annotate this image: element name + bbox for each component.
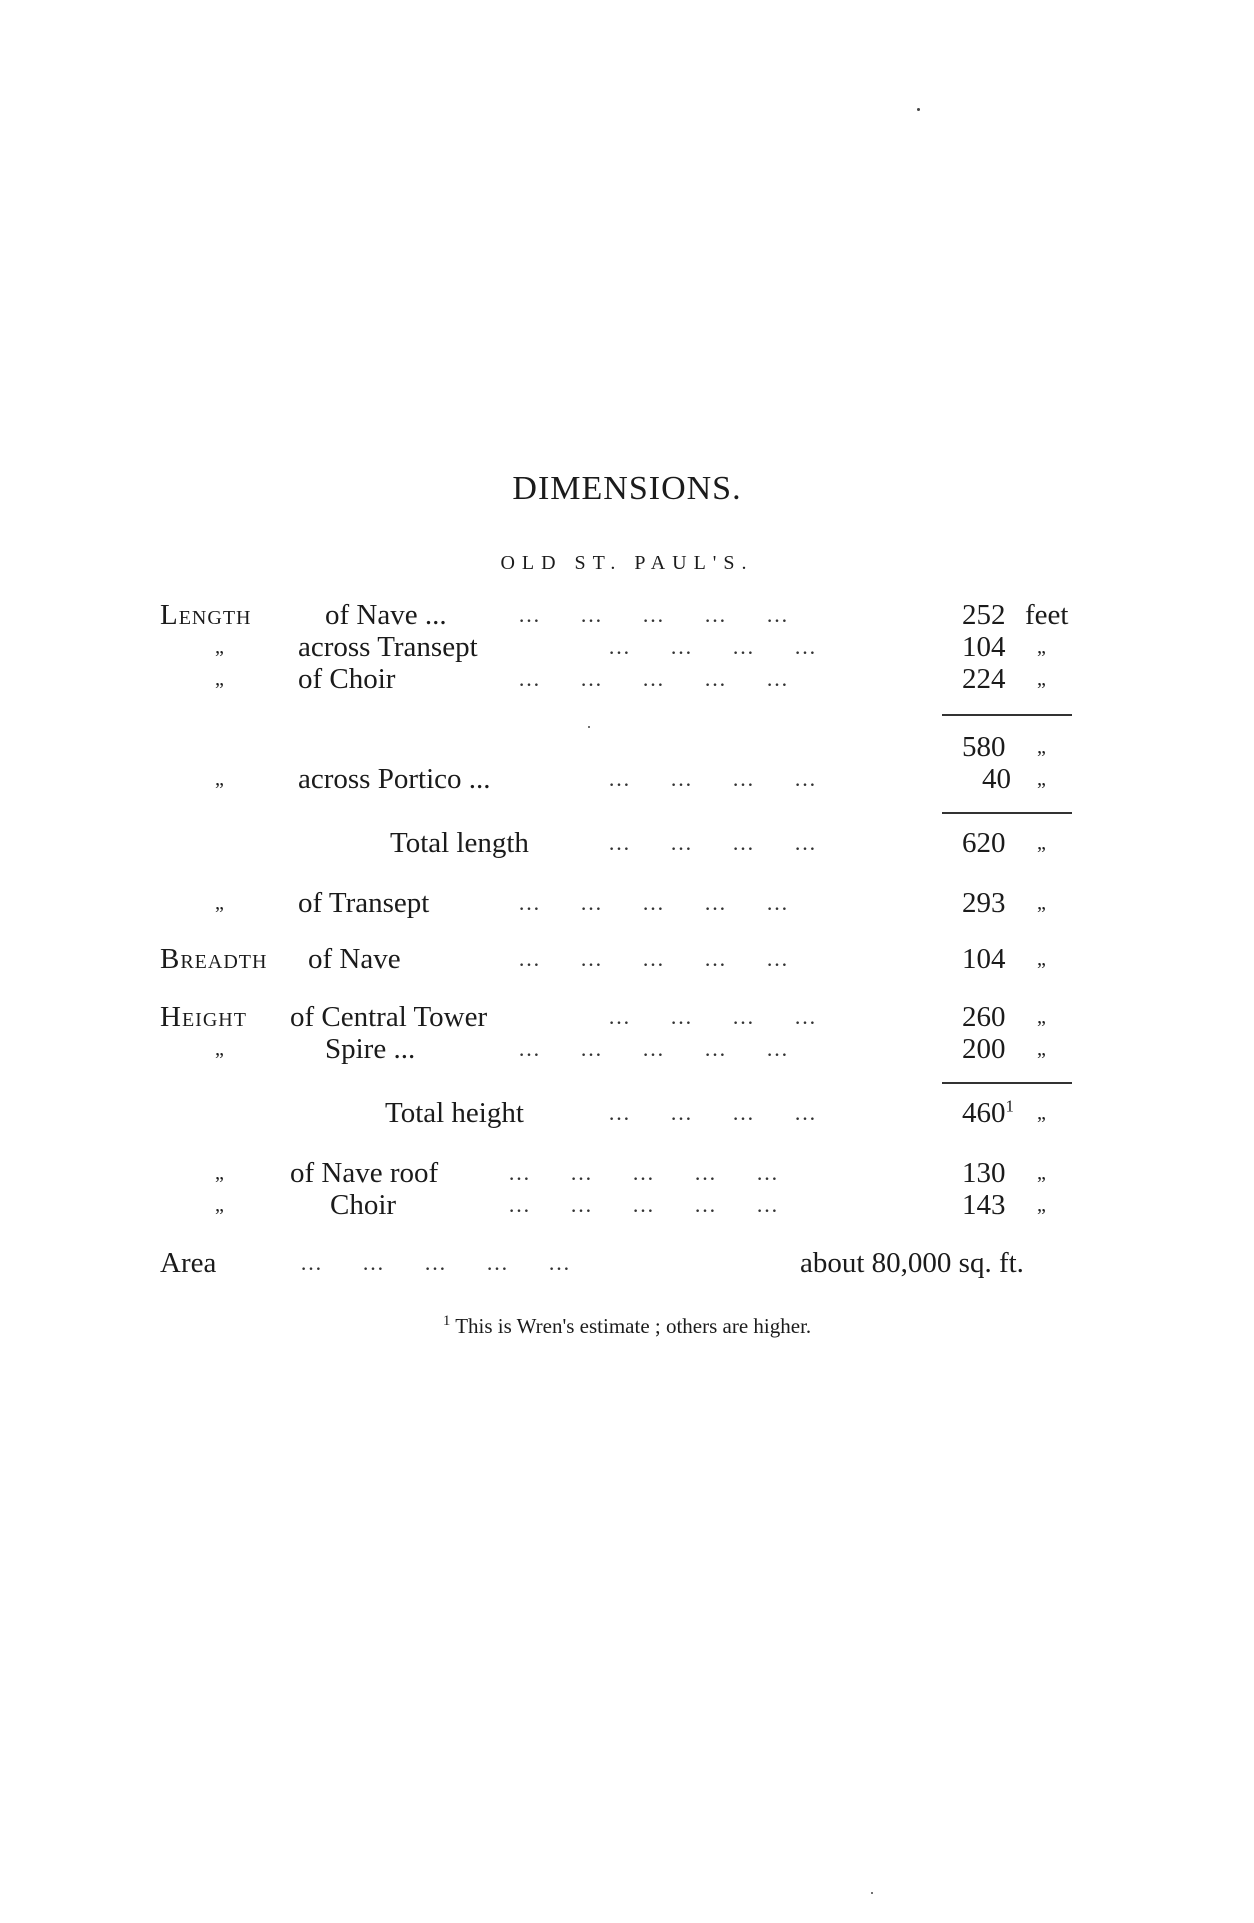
row-value: 104: [962, 943, 1006, 975]
leader-dots: … … … … …: [508, 1160, 779, 1185]
print-speck: [871, 1892, 873, 1894]
sum-rule: [942, 1082, 1072, 1084]
row-value: [962, 1096, 1014, 1130]
row-value: 252: [962, 599, 1006, 631]
dimension-row-spire: [0, 1032, 1254, 1066]
row-description: of Nave ...: [325, 599, 447, 631]
row-unit: „: [1037, 736, 1046, 758]
page-subtitle: OLD ST. PAUL'S.: [500, 552, 754, 574]
row-description: Total height: [385, 1097, 524, 1129]
row-unit: „: [1037, 892, 1046, 914]
dimension-row-breadth-nave: [0, 942, 1254, 976]
row-heading: Length: [160, 599, 252, 631]
row-description: Total length: [390, 827, 529, 859]
footnote-mark: 1: [442, 1313, 451, 1329]
row-heading: Area: [160, 1247, 217, 1279]
leader-dots: … … … … …: [518, 946, 789, 971]
dimension-row-choir-roof: [0, 1188, 1254, 1222]
row-unit: „: [1037, 1162, 1046, 1184]
row-unit: „: [1037, 1194, 1046, 1216]
dimension-row-of-choir: [0, 662, 1254, 696]
page-title: DIMENSIONS.: [512, 470, 742, 507]
row-value: about 80,000 sq. ft.: [800, 1247, 1024, 1279]
dimension-row-across-transept: [0, 630, 1254, 664]
ditto-mark: „: [215, 1162, 224, 1184]
row-unit: „: [1037, 948, 1046, 970]
dimension-row-across-portico: [0, 762, 1254, 796]
value-number: 460: [962, 1097, 1006, 1129]
row-value: 293: [962, 887, 1006, 919]
row-description: Choir: [330, 1189, 397, 1221]
row-value: 130: [962, 1157, 1006, 1189]
leader-dots: … … … …: [608, 634, 817, 659]
leader-dots: … … … …: [608, 766, 817, 791]
row-value: 200: [962, 1033, 1006, 1065]
leader-dots: … … … … …: [300, 1250, 571, 1275]
row-heading: Height: [160, 1001, 247, 1033]
leader-dots: … … … … …: [518, 602, 789, 627]
dimension-row-height-tower: [0, 1000, 1254, 1034]
ditto-mark: „: [215, 1194, 224, 1216]
dimension-row-length-nave: [0, 598, 1254, 632]
dimension-row-total-height: [0, 1096, 1254, 1130]
row-unit: „: [1037, 1038, 1046, 1060]
dimension-row-subtotal: [0, 730, 1254, 764]
ditto-mark: „: [215, 768, 224, 790]
footnote: [0, 1314, 1254, 1339]
row-heading: Breadth: [160, 943, 268, 975]
row-unit: feet: [1025, 599, 1069, 631]
leader-dots: … … … … …: [518, 666, 789, 691]
row-description: across Portico ...: [298, 763, 491, 795]
row-value: 143: [962, 1189, 1006, 1221]
leader-dots: … … … … …: [508, 1192, 779, 1217]
row-description: across Transept: [298, 631, 478, 663]
sum-rule: [942, 812, 1072, 814]
row-description: of Central Tower: [290, 1001, 488, 1033]
row-unit: „: [1037, 768, 1046, 790]
ditto-mark: „: [215, 892, 224, 914]
ditto-mark: „: [215, 668, 224, 690]
dimension-row-of-transept: [0, 886, 1254, 920]
row-unit: „: [1037, 668, 1046, 690]
dimension-row-total-length: [0, 826, 1254, 860]
footnote-text: This is Wren's estimate ; others are higher.: [455, 1314, 812, 1338]
row-value: 260: [962, 1001, 1006, 1033]
leader-dots: … … … …: [608, 1004, 817, 1029]
row-value: 224: [962, 663, 1006, 695]
row-value: 40: [982, 763, 1011, 795]
row-value: 580: [962, 731, 1006, 763]
leader-dots: … … … …: [608, 830, 817, 855]
row-unit: „: [1037, 636, 1046, 658]
leader-dots: … … … … …: [518, 1036, 789, 1061]
dimension-row-nave-roof: [0, 1156, 1254, 1190]
print-speck: [588, 726, 590, 728]
row-description: of Nave roof: [290, 1157, 439, 1189]
leader-dots: … … … …: [608, 1100, 817, 1125]
row-unit: „: [1037, 1102, 1046, 1124]
row-value: 104: [962, 631, 1006, 663]
print-speck: [917, 108, 920, 111]
ditto-mark: „: [215, 1038, 224, 1060]
row-unit: „: [1037, 1006, 1046, 1028]
leader-dots: … … … … …: [518, 890, 789, 915]
row-description: of Nave: [308, 943, 401, 975]
sum-rule: [942, 714, 1072, 716]
row-description: of Choir: [298, 663, 396, 695]
ditto-mark: „: [215, 636, 224, 658]
row-value: 620: [962, 827, 1006, 859]
footnote-reference: 1: [1005, 1096, 1014, 1116]
dimension-row-area: [0, 1246, 1254, 1280]
row-unit: „: [1037, 832, 1046, 854]
row-description: Spire ...: [325, 1033, 416, 1065]
row-description: of Transept: [298, 887, 430, 919]
